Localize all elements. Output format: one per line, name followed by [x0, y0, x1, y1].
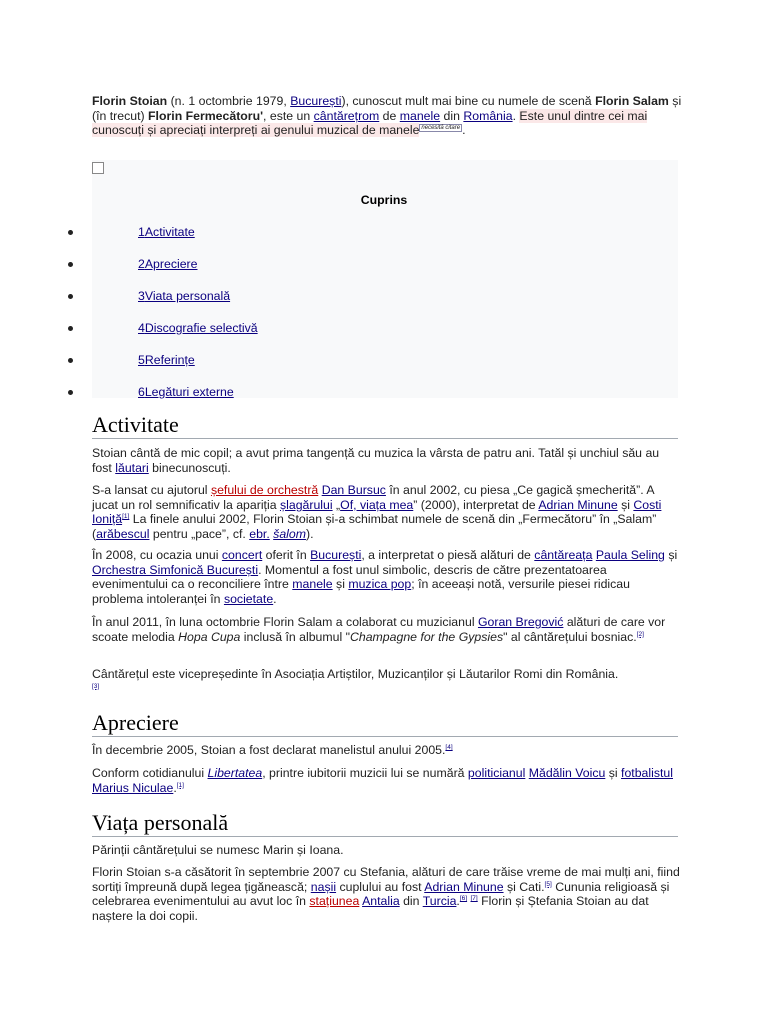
link-cantaret[interactable]: cântăreț [313, 108, 359, 123]
link-societate[interactable]: societate [223, 591, 274, 606]
artist-name: Florin Stoian [92, 94, 168, 108]
link-dan-bursuc[interactable]: Dan Bursuc [321, 483, 386, 497]
link-statiunea[interactable]: stațiunea [309, 894, 360, 909]
intro-paragraph: Florin Stoian (n. 1 octombrie 1979, București), cunoscut mult mai bine cu numele de scenă Florin Salam și (în trecut) Florin Fermecătoru', este un cântărețrom de manele din România. Este unul dintre cei mai cunoscuți și apreciați interpreți ai genului muzical de manele $^{necesită citare}$ . [92, 94, 682, 138]
toc-item [0, 321, 760, 337]
toc-label: Referințe [144, 353, 195, 367]
link-politicianul[interactable]: politicianul [467, 766, 526, 780]
toc-title: Cuprins [360, 193, 408, 207]
apreciere-paragraph-2: Conform cotidianului Libertatea, printre iubitorii muzicii lui se numără politicianul Mădălin Voicu și fotbalistul Marius Niculae.[1] [92, 766, 673, 795]
reference-1[interactable]: [1] [122, 513, 130, 521]
link-antalia[interactable]: Antalia [362, 894, 400, 909]
toc-number: 5 [138, 353, 145, 367]
link-adrian-minune[interactable]: Adrian Minune [538, 497, 618, 512]
reference-5[interactable]: [5] [544, 880, 552, 888]
bullet-icon [68, 390, 73, 395]
link-bucuresti[interactable]: București [290, 94, 342, 108]
reference-2[interactable]: [2] [636, 630, 644, 638]
link-arabescul[interactable]: arăbescul [96, 526, 150, 541]
citation-needed-tag[interactable]: necesită citare [421, 125, 461, 132]
link-adrian-minune-2[interactable]: Adrian Minune [424, 879, 504, 894]
toc-label: Activitate [144, 225, 195, 239]
viata-paragraph-2: Florin Stoian s-a căsătorit în septembrie 2007 cu Stefania, alături de care trăise vreme de mai mulți ani, fiind sortiți împreună după legea țigănească; nașii cuplului au fost Adrian Minune și Cati.[5] Cununia religioasă și celebrarea evenimentului au avut loc în stațiunea Antalia din Turcia.[6] [7] Florin și Ștefania Stoian au dat naștere la doi copii. [92, 865, 680, 923]
activitate-paragraph-3: În 2008, cu ocazia unui concert oferit în București, a interpretat o piesă alături de cântăreața Paula Seling și Orchestra Simfonică București. Momentul a fost unul simbolic, descris de către prezentatoarea evenimentului ca o reconciliere între manele și muzica pop; în aceeași notă, versurile piesei ridicau problema intoleranței în societate. [92, 548, 678, 606]
stage-name-fermecatoru: Florin Fermecătoru' [148, 108, 264, 123]
toc-label: Viata personală [144, 289, 231, 303]
link-ebr[interactable]: ebr. [249, 526, 270, 541]
link-goran-bregovic[interactable]: Goran Bregović [477, 615, 564, 629]
activitate-paragraph-2: S-a lansat cu ajutorul șefului de orchestră Dan Bursuc în anul 2002, cu piesa „Ce gagică șmecherită”. A jucat un rol semnificativ la apariția șlagărului „Of, viața mea” (2000), interpretat de Adrian Minune și Costi Ioniță[1] La finele anului 2002, Florin Stoian și-a schimbat numele de scenă din „Fermecătoru” în „Salam” (arăbescul pentru „pace”, cf. ebr. šalom). [92, 483, 662, 541]
toc-number: 4 [138, 321, 145, 335]
heading-apreciere: Apreciere [92, 710, 678, 737]
link-of-viata-mea[interactable]: Of, viața mea [340, 497, 414, 512]
heading-viata-personala: Viața personală [92, 810, 678, 837]
toc-number: 2 [138, 257, 145, 271]
reference-1b[interactable]: [1] [176, 781, 184, 789]
link-rom[interactable]: rom [358, 108, 380, 123]
viata-paragraph-1: Părinții cântărețului se numesc Marin și Ioana. [92, 843, 344, 857]
bullet-icon [68, 262, 73, 267]
link-concert[interactable]: concert [221, 548, 263, 562]
link-orchestra-simfonica[interactable]: Orchestra Simfonică București [92, 562, 259, 577]
toc-link-2[interactable] [138, 257, 197, 271]
toc-number: 1 [138, 225, 145, 239]
toc-toggle-checkbox[interactable] [92, 162, 104, 174]
highlighted-claim: Este unul dintre cei mai cunoscuți și apreciați interpreți ai genului muzical de manele [92, 108, 648, 138]
toc-item [0, 289, 760, 305]
link-marius-niculae[interactable]: Marius Niculae [92, 780, 174, 795]
toc-link-6[interactable] [138, 385, 234, 399]
bullet-icon [68, 230, 73, 235]
toc-label: Legături externe [144, 385, 234, 399]
stage-name-salam: Florin Salam [595, 94, 669, 108]
bullet-icon [68, 358, 73, 363]
bullet-icon [68, 294, 73, 299]
reference-7[interactable]: [7] [470, 895, 478, 903]
link-turcia[interactable]: Turcia [422, 894, 457, 909]
toc-item [0, 257, 760, 273]
toc-link-5[interactable] [138, 353, 195, 367]
link-madalin-voicu[interactable]: Mădălin Voicu [528, 766, 606, 780]
toc-item [0, 225, 760, 241]
link-bucuresti-2[interactable]: București [310, 548, 362, 562]
link-libertatea[interactable]: Libertatea [207, 766, 263, 780]
bullet-icon [68, 326, 73, 331]
reference-4[interactable]: [4] [445, 743, 453, 751]
toc-link-3[interactable] [138, 289, 230, 303]
toc-link-1[interactable] [138, 225, 195, 239]
reference-3[interactable]: [3] [92, 682, 100, 690]
toc-number: 3 [138, 289, 145, 303]
link-cantareata[interactable]: cântăreața [534, 548, 593, 562]
link-muzica-pop[interactable]: muzica pop [348, 577, 412, 592]
link-lautari[interactable]: lăutari [115, 460, 149, 475]
link-paula-seling[interactable]: Paula Seling [595, 548, 665, 562]
toc-label: Apreciere [144, 257, 198, 271]
heading-activitate: Activitate [92, 412, 678, 439]
link-salom[interactable]: šalom [273, 526, 306, 541]
apreciere-paragraph-1: În decembrie 2005, Stoian a fost declarat manelistul anului 2005.[4] [92, 743, 453, 757]
link-sef-orchestra[interactable]: șefului de orchestră [210, 483, 319, 497]
toc-link-4[interactable] [138, 321, 258, 335]
link-manele-2[interactable]: manele [292, 577, 333, 592]
link-costi-ionita[interactable]: Costi Ioniță [92, 497, 662, 527]
link-nasii[interactable]: nașii [310, 879, 337, 894]
toc-label: Discografie selectivă [144, 321, 258, 335]
activitate-paragraph-5: Cântărețul este vicepreședinte în Asociația Artiștilor, Muzicanților și Lăutarilor Romi din România. [3] [92, 667, 619, 690]
reference-6[interactable]: [6] [459, 895, 468, 903]
link-manele[interactable]: manele [399, 108, 441, 123]
link-fotbalistul[interactable]: fotbalistul [621, 766, 673, 780]
toc-number: 6 [138, 385, 145, 399]
link-slagar[interactable]: șlagărului [279, 497, 333, 512]
toc-item [0, 353, 760, 369]
activitate-paragraph-1: Stoian cântă de mic copil; a avut prima tangență cu muzica la vârsta de patru ani. Tatăl și unchiul său au fost lăutari binecunoscuți. [92, 446, 660, 475]
link-romania[interactable]: România [463, 108, 513, 123]
activitate-paragraph-4: În anul 2011, în luna octombrie Florin Salam a colaborat cu muzicianul Goran Bregović alături de care vor scoate melodia Hopa Cupa inclusă în albumul "Champagne for the Gypsies" al cântărețului bosniac.[2] [92, 615, 666, 644]
toc-item [0, 385, 760, 401]
